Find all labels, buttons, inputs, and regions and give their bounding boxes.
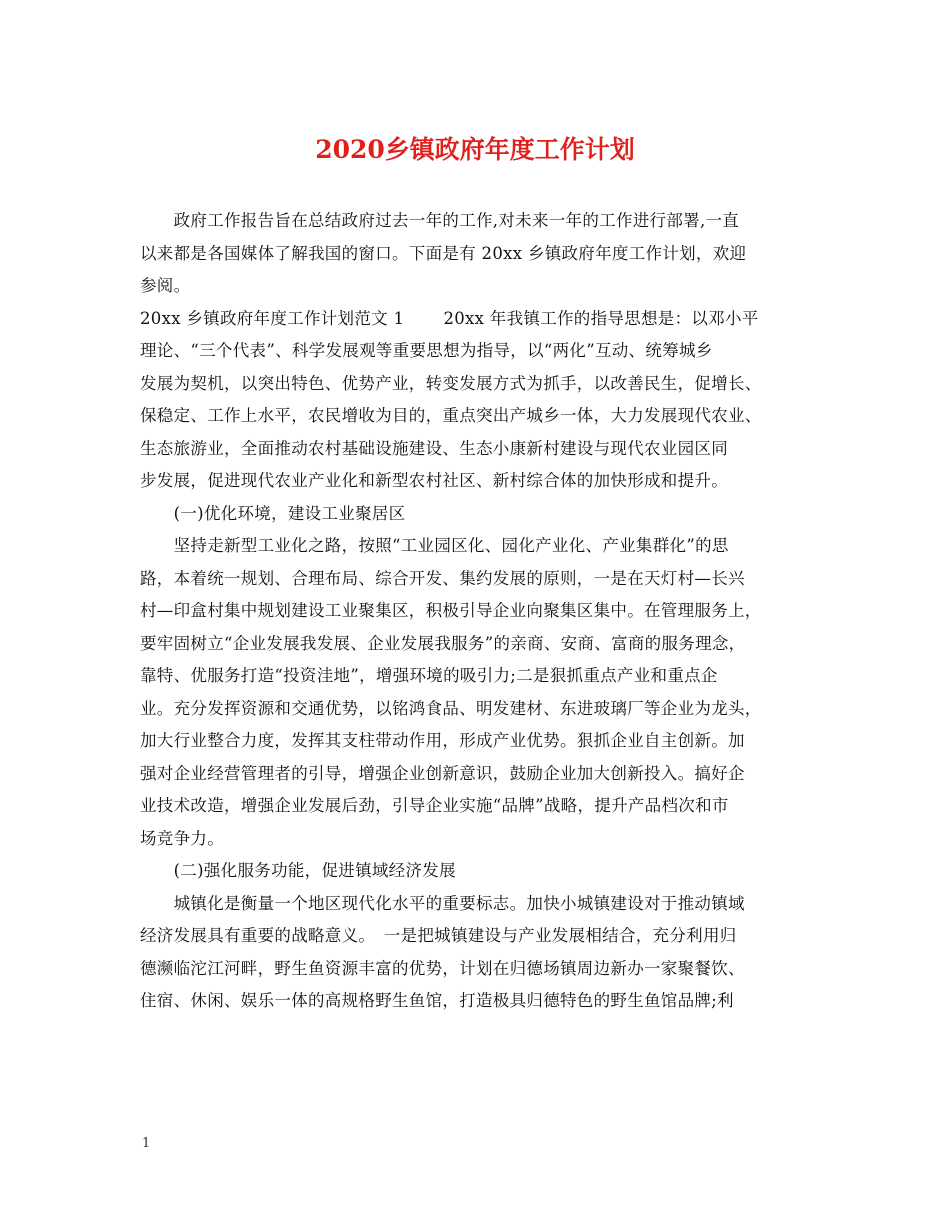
body-line: 业。充分发挥资源和交通优势，以铭鸿食品、明发建材、东进玻璃厂等企业为龙头， xyxy=(140,698,762,718)
body-line: 发展为契机，以突出特色、优势产业，转变发展方式为抓手，以改善民生，促增长、 xyxy=(140,373,762,393)
document-body xyxy=(140,205,828,1018)
body-line: 住宿、休闲、娱乐一体的高规格野生鱼馆，打造极具归德特色的野生鱼馆品牌;利 xyxy=(140,991,734,1010)
body-line: 步发展，促进现代农业产业化和新型农村社区、新村综合体的加快形成和提升。 xyxy=(140,471,728,490)
body-line: 路，本着统一规划、合理布局、综合开发、集约发展的原则，一是在天灯村—长兴 xyxy=(140,568,745,588)
document-title: 2020乡镇政府年度工作计划 xyxy=(315,135,635,164)
body-line: 业技术改造，增强企业发展后劲，引导企业实施“品牌”战略，提升产品档次和市 xyxy=(140,796,729,815)
body-line: 城镇化是衡量一个地区现代化水平的重要标志。加快小城镇建设对于推动镇域 xyxy=(140,893,745,913)
body-line: 政府工作报告旨在总结政府过去一年的工作,对未来一年的工作进行部署,一直 xyxy=(140,211,740,230)
body-line: 生态旅游业，全面推动农村基础设施建设、生态小康新村建设与现代农业园区同 xyxy=(140,438,728,458)
body-line: 保稳定、工作上水平，农民增收为目的，重点突出产城乡一体，大力发展现代农业、 xyxy=(140,406,762,425)
body-line: 场竞争力。 xyxy=(140,828,224,848)
body-line: 村—印盒村集中规划建设工业聚集区，积极引导企业向聚集区集中。在管理服务上， xyxy=(140,601,762,620)
body-line: 以来都是各国媒体了解我国的窗口。下面是有 20xx 乡镇政府年度工作计划，欢迎 xyxy=(140,243,747,263)
body-line: 靠特、优服务打造“投资洼地”，增强环境的吸引力;二是狠抓重点产业和重点企 xyxy=(140,666,718,685)
body-line: 加大行业整合力度，发挥其支柱带动作用，形成产业优势。狠抓企业自主创新。加 xyxy=(140,731,745,750)
body-line: 德濒临沱江河畔，野生鱼资源丰富的优势，计划在归德场镇周边新办一家聚餐饮、 xyxy=(140,958,745,978)
body-line: 理论、“三个代表”、科学发展观等重要思想为指导，以“两化”互动、统筹城乡 xyxy=(140,341,713,360)
page-number: 1 xyxy=(142,1136,151,1151)
body-line: 要牢固树立“企业发展我发展、企业发展我服务”的亲商、安商、富商的服务理念， xyxy=(140,633,746,653)
body-line: 参阅。 xyxy=(140,276,191,295)
body-line: 强对企业经营管理者的引导，增强企业创新意识，鼓励企业加大创新投入。搞好企 xyxy=(140,763,745,783)
section-heading: (二)强化服务功能，促进镇域经济发展 xyxy=(140,861,456,880)
section-heading: (一)优化环境，建设工业聚居区 xyxy=(140,503,406,523)
body-line: 20xx 乡镇政府年度工作计划范文 1 20xx 年我镇工作的指导思想是：以邓小平 xyxy=(140,308,759,328)
body-line: 坚持走新型工业化之路，按照“工业园区化、园化产业化、产业集群化”的思 xyxy=(140,536,729,555)
body-line: 经济发展具有重要的战略意义。 一是把城镇建设与产业发展相结合，充分利用归 xyxy=(140,926,737,945)
